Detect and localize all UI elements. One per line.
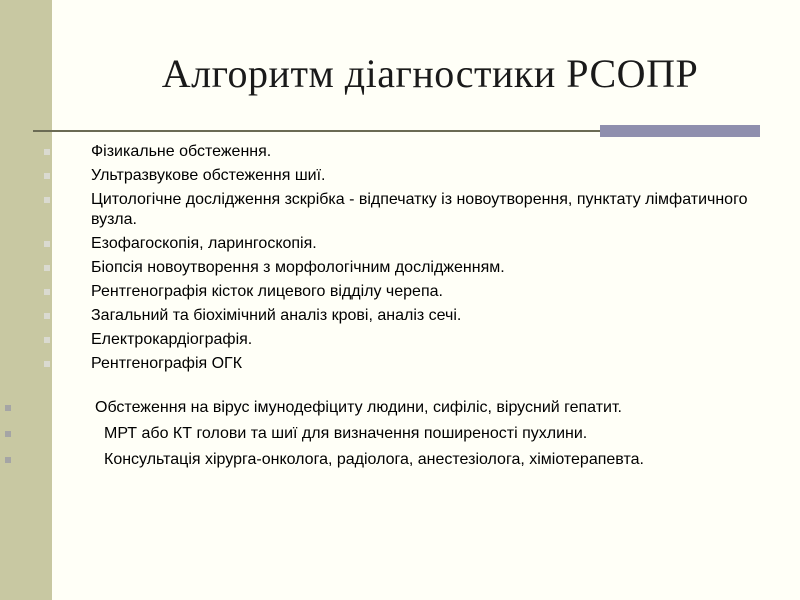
list-item bbox=[0, 282, 780, 302]
list-item bbox=[0, 190, 780, 230]
list-item-text: Біопсія новоутворення з морфологічним дослідженням. bbox=[91, 259, 505, 276]
list-item-text: Консультація хірурга-онколога, радіолога, анестезіолога, хіміотерапевта. bbox=[104, 451, 644, 468]
list-item bbox=[0, 234, 780, 254]
list-item-text: Езофагоскопія, ларингоскопія. bbox=[91, 235, 317, 252]
bullet-square-icon bbox=[44, 337, 50, 343]
bullet-square-icon bbox=[44, 241, 50, 247]
bullet-square-icon bbox=[44, 265, 50, 271]
bullet-square-icon bbox=[5, 431, 11, 437]
list-item-text: Рентгенографія кісток лицевого відділу черепа. bbox=[91, 283, 443, 300]
list-item bbox=[0, 424, 780, 444]
title-accent-block bbox=[600, 125, 760, 137]
list-item bbox=[0, 306, 780, 326]
bullet-square-icon bbox=[5, 457, 11, 463]
list-item bbox=[0, 142, 780, 162]
list-item-text: Загальний та біохімічний аналіз крові, аналіз сечі. bbox=[91, 307, 462, 324]
bullet-square-icon bbox=[44, 313, 50, 319]
list-item-text: Фізикальне обстеження. bbox=[91, 143, 272, 160]
bullet-square-icon bbox=[44, 173, 50, 179]
title-underline-rule bbox=[33, 130, 600, 132]
diagnostic-list-primary bbox=[0, 142, 780, 378]
list-item bbox=[0, 330, 780, 350]
list-item-text: Цитологічне дослідження зскрібка - відпечатку із новоутворення, пунктату лімфатичного вузла. bbox=[91, 191, 748, 228]
list-item bbox=[0, 166, 780, 186]
bullet-square-icon bbox=[44, 361, 50, 367]
list-item-text: Обстеження на вірус імунодефіциту людини, сифіліс, вірусний гепатит. bbox=[95, 399, 622, 416]
list-item bbox=[0, 450, 780, 470]
bullet-square-icon bbox=[44, 289, 50, 295]
bullet-square-icon bbox=[44, 149, 50, 155]
list-item-text: Ультразвукове обстеження шиї. bbox=[91, 167, 326, 184]
bullet-square-icon bbox=[5, 405, 11, 411]
list-item-text: Електрокардіографія. bbox=[91, 331, 253, 348]
list-item bbox=[0, 354, 780, 374]
diagnostic-list-secondary bbox=[0, 398, 780, 476]
list-item-text: Рентгенографія ОГК bbox=[91, 355, 243, 372]
slide-title: Алгоритм діагностики РСОПР bbox=[161, 51, 699, 96]
list-item bbox=[0, 258, 780, 278]
bullet-square-icon bbox=[44, 197, 50, 203]
list-item-text: МРТ або КТ голови та шиї для визначення поширеності пухлини. bbox=[104, 425, 588, 442]
list-item bbox=[0, 398, 780, 418]
